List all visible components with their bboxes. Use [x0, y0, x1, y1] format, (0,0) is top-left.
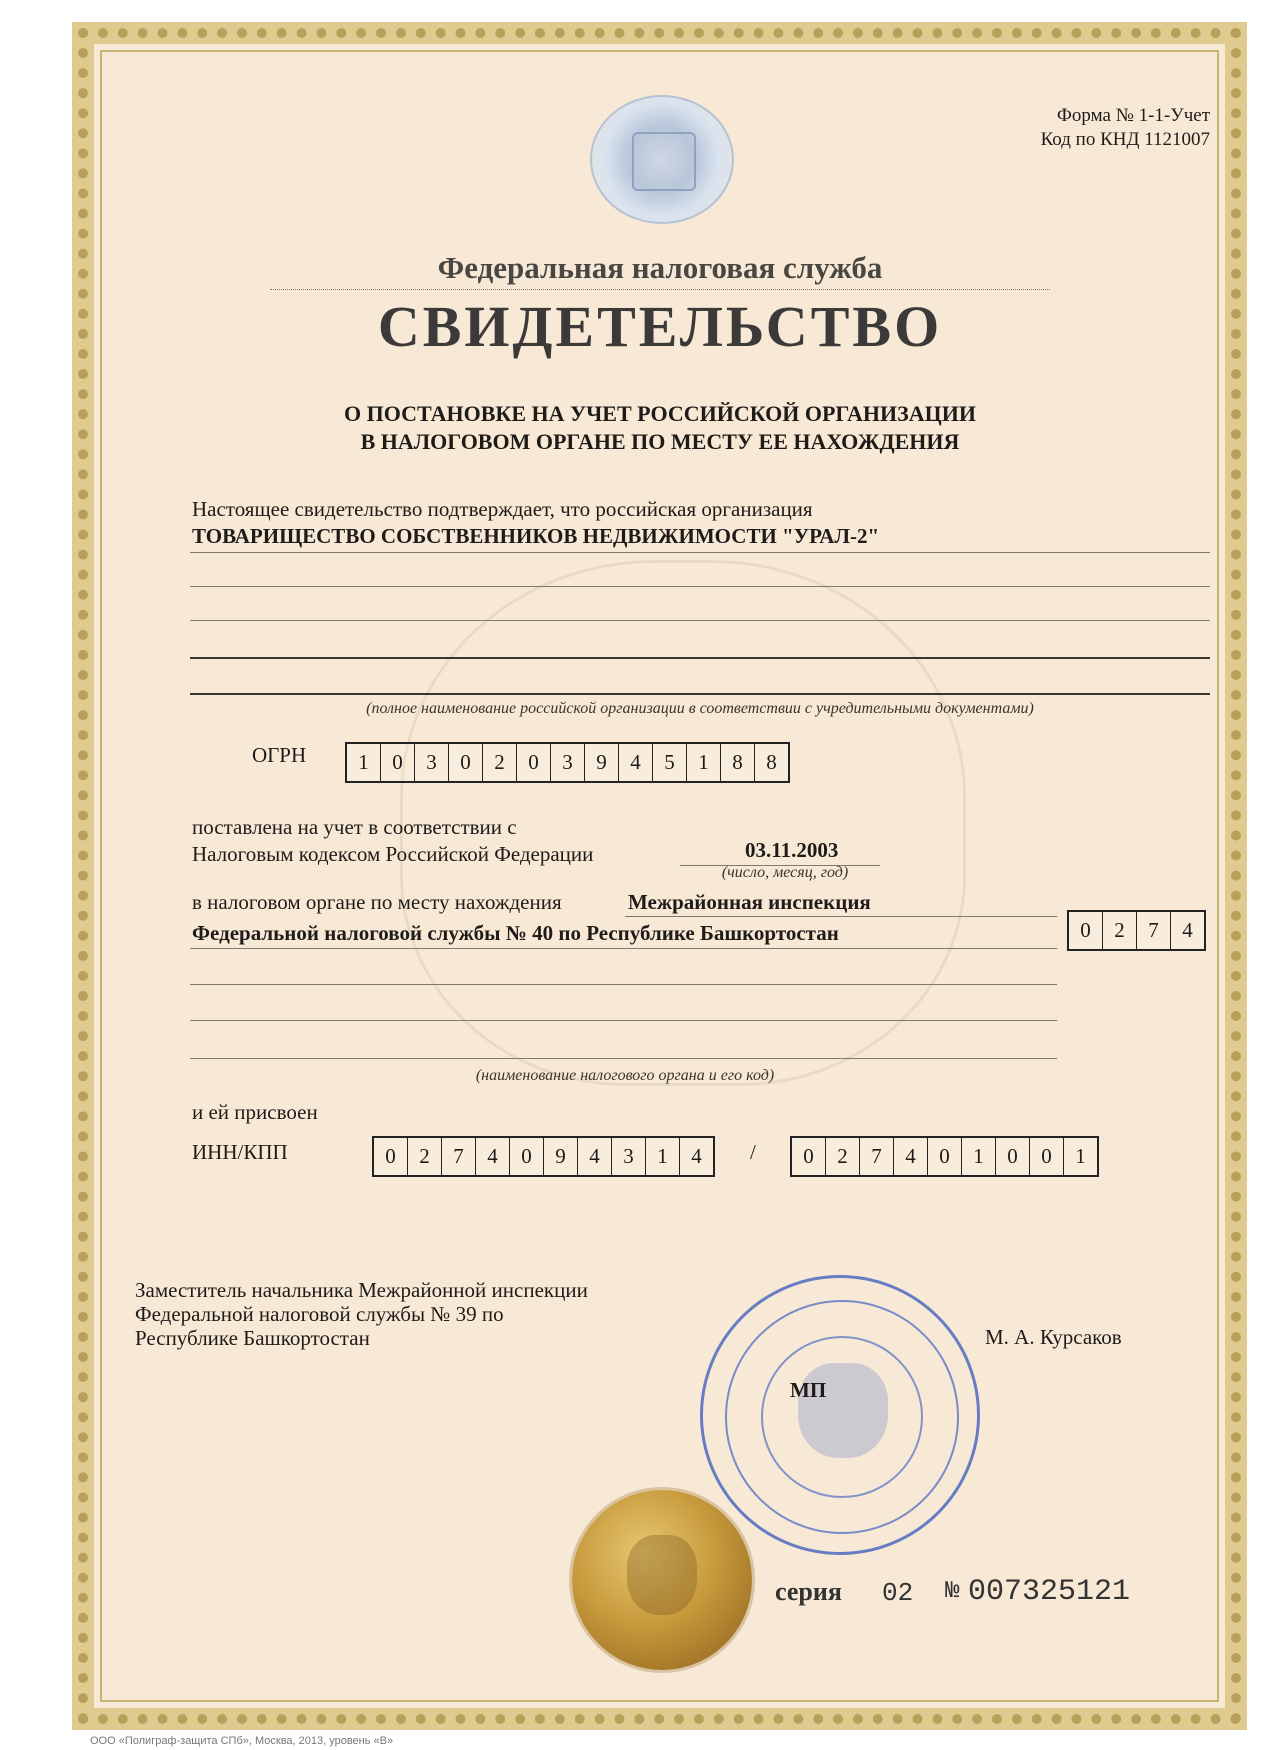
seal-eagle-icon [627, 1535, 697, 1615]
authority-caption: (наименование налогового органа и его код) [475, 1067, 775, 1084]
inn-digit: 4 [691, 1144, 702, 1168]
inn-digit: 7 [442, 1138, 476, 1175]
authority-line-1: Межрайонная инспекция [628, 890, 871, 914]
ogrn-digit-boxes [345, 742, 790, 783]
organization-intro: Настоящее свидетельство подтверждает, что российская организация [192, 497, 813, 521]
agency-rule [270, 289, 1050, 290]
inn-digit: 1 [646, 1138, 680, 1175]
authority-code-digit: 0 [1069, 912, 1103, 949]
document-title: СВИДЕТЕЛЬСТВО [377, 294, 943, 359]
organization-name: ТОВАРИЩЕСТВО СОБСТВЕННИКОВ НЕДВИЖИМОСТИ "УРАЛ-2" [192, 524, 880, 548]
date-caption: (число, месяц, год) [721, 864, 849, 881]
ogrn-digit: 1 [347, 744, 381, 781]
inn-digit: 0 [510, 1138, 544, 1175]
name-line-4 [190, 657, 1210, 659]
subtitle-line-2: В НАЛОГОВОМ ОРГАНЕ ПО МЕСТУ ЕЕ НАХОЖДЕНИЯ [360, 429, 960, 454]
ogrn-digit: 2 [483, 744, 517, 781]
kpp-digit: 2 [826, 1138, 860, 1175]
gold-seal [572, 1490, 752, 1670]
mp-label: МП [790, 1378, 827, 1402]
authority-rule-1 [625, 916, 1057, 917]
printer-imprint: ООО «Полиграф-защита СПб», Москва, 2013, уровень «В» [90, 1735, 394, 1747]
kpp-digit: 0 [1030, 1138, 1064, 1175]
kpp-digit: 0 [928, 1138, 962, 1175]
inn-digit: 3 [612, 1138, 646, 1175]
name-line-3 [190, 620, 1210, 621]
authority-code-digit: 7 [1137, 912, 1171, 949]
authority-code-digit: 2 [1103, 912, 1137, 949]
inn-kpp-label: ИНН/КПП [192, 1140, 288, 1164]
signatory-position-line-2: Федеральной налоговой службы № 39 по [135, 1302, 504, 1326]
inn-digit: 9 [544, 1138, 578, 1175]
signatory-position-line-3: Республике Башкортостан [135, 1326, 370, 1350]
inn-kpp-separator: / [750, 1140, 756, 1164]
hologram-emblem [590, 95, 734, 224]
ogrn-digit: 0 [517, 744, 551, 781]
authority-rule-3 [190, 984, 1057, 985]
ogrn-digit: 5 [653, 744, 687, 781]
authority-rule-5 [190, 1058, 1057, 1059]
series-value: 02 [882, 1578, 914, 1608]
ogrn-digit: 4 [619, 744, 653, 781]
document-subtitle [240, 400, 1080, 456]
kpp-digit: 1 [962, 1138, 996, 1175]
inn-digit: 0 [374, 1138, 408, 1175]
authority-rule-4 [190, 1020, 1057, 1021]
name-line-5 [190, 693, 1210, 695]
kpp-digit: 0 [996, 1138, 1030, 1175]
form-number: Форма № 1-1-Учет [1056, 105, 1210, 126]
organization-name-caption: (полное наименование российской организации в соответствии с учредительными документами) [366, 700, 1034, 717]
name-line-1 [190, 552, 1210, 553]
assigned-label: и ей присвоен [192, 1100, 318, 1124]
authority-code-digit: 4 [1182, 918, 1193, 942]
ogrn-label: ОГРН [252, 743, 307, 767]
authority-code-boxes [1067, 910, 1206, 951]
series-label: серия [775, 1577, 842, 1606]
knd-code: Код по КНД 1121007 [1040, 129, 1210, 150]
inn-digit: 4 [578, 1138, 612, 1175]
registration-text-1: поставлена на учет в соответствии с [192, 815, 517, 839]
ogrn-digit: 1 [687, 744, 721, 781]
kpp-digit: 0 [792, 1138, 826, 1175]
number-sign: № [945, 1578, 960, 1605]
inn-digit: 4 [476, 1138, 510, 1175]
subtitle-line-1: О ПОСТАНОВКЕ НА УЧЕТ РОССИЙСКОЙ ОРГАНИЗАЦИИ [344, 401, 976, 426]
kpp-digit: 4 [894, 1138, 928, 1175]
kpp-digit: 1 [1075, 1144, 1086, 1168]
ogrn-digit: 0 [381, 744, 415, 781]
kpp-digit-boxes [790, 1136, 1099, 1177]
ogrn-digit: 0 [449, 744, 483, 781]
signatory-position-line-1: Заместитель начальника Межрайонной инспекции [135, 1278, 588, 1302]
ogrn-digit: 3 [415, 744, 449, 781]
ogrn-digit: 8 [721, 744, 755, 781]
inn-digit: 2 [408, 1138, 442, 1175]
inn-digit-boxes [372, 1136, 715, 1177]
authority-line-2: Федеральной налоговой службы № 40 по Республике Башкортостан [192, 921, 839, 945]
name-line-2 [190, 586, 1210, 587]
authority-rule-2 [190, 948, 1057, 949]
official-stamp [700, 1275, 980, 1555]
ogrn-digit: 9 [585, 744, 619, 781]
agency-name: Федеральная налоговая служба [437, 250, 883, 285]
signatory-position [135, 1278, 588, 1350]
signatory-name: М. А. Курсаков [985, 1325, 1122, 1349]
registration-date: 03.11.2003 [745, 838, 839, 862]
ogrn-digit: 8 [766, 750, 777, 774]
serial-number: 007325121 [968, 1575, 1131, 1609]
ogrn-digit: 3 [551, 744, 585, 781]
authority-prefix: в налоговом органе по месту нахождения [192, 890, 562, 914]
form-header [1010, 104, 1210, 152]
kpp-digit: 7 [860, 1138, 894, 1175]
registration-text-2: Налоговым кодексом Российской Федерации [192, 842, 594, 866]
